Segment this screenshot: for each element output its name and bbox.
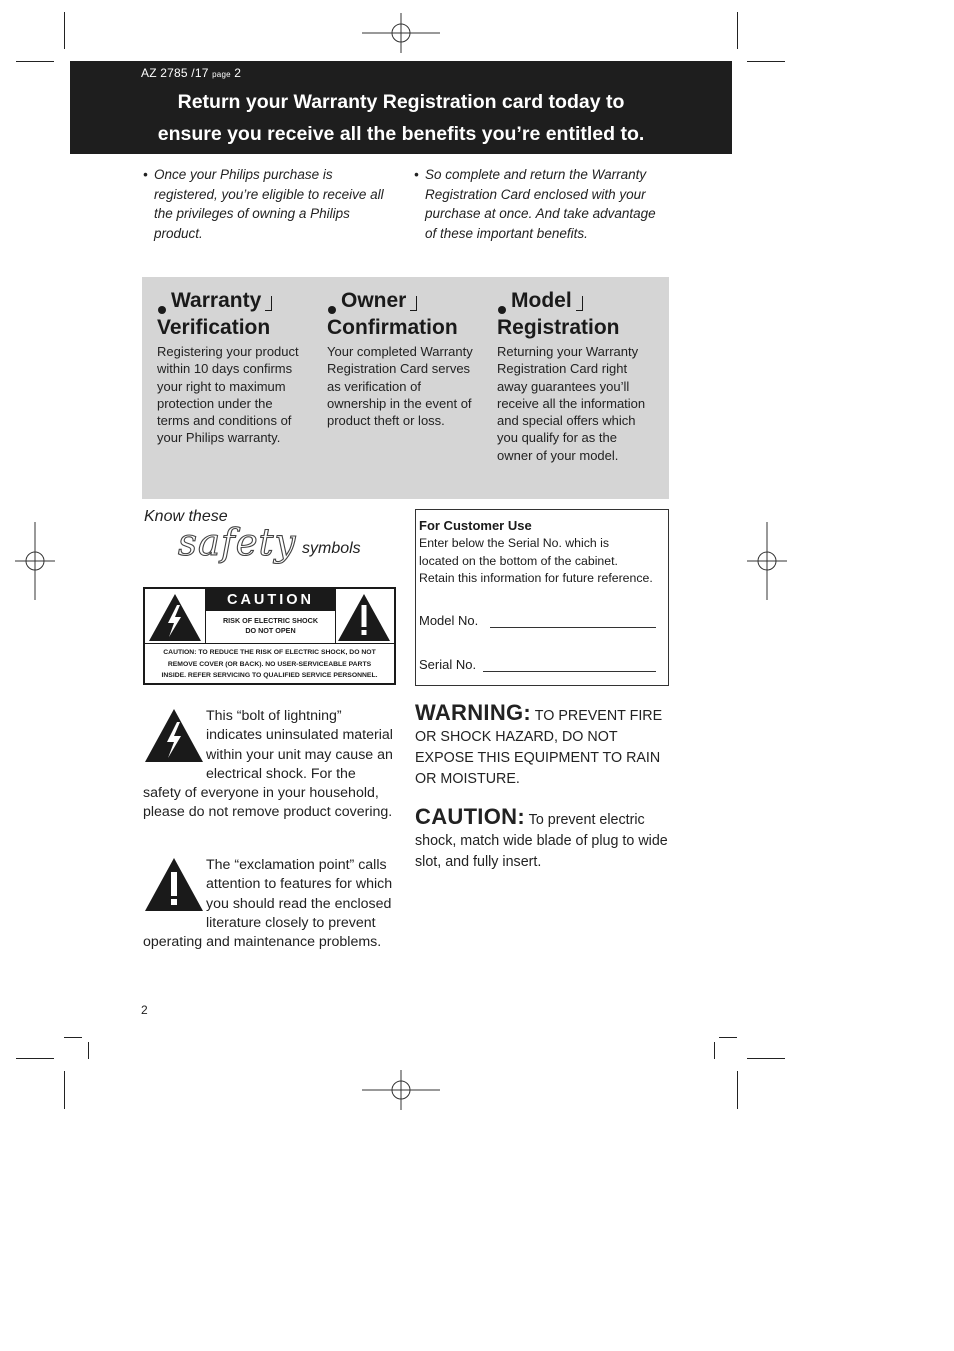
intro-right-line: So complete and return the Warranty — [425, 167, 647, 182]
bullet: • — [143, 167, 148, 182]
benefit-line: Registration Card serves — [327, 361, 471, 377]
customer-use-box — [415, 509, 669, 686]
header-meta — [141, 66, 241, 80]
benefit-warranty-verification — [157, 287, 317, 447]
caution-heading: CAUTION — [206, 589, 335, 611]
warning-note — [415, 702, 675, 790]
benefit-title-line: Owner — [341, 289, 407, 312]
bullet: • — [414, 167, 419, 182]
benefit-title — [327, 287, 487, 341]
customer-use-line: Retain this information for future reference. — [419, 571, 653, 585]
customer-use-line: Enter below the Serial No. which is — [419, 536, 610, 550]
benefit-line: Registration Card right — [497, 361, 628, 377]
exclamation-explanation-text: The “exclamation point” calls attention to features for which you should read the enclosed literature closely to prevent operating and maintenance problems. — [143, 857, 393, 951]
header-page-number: 2 — [234, 66, 242, 80]
intro-right-line: of these important benefits. — [425, 225, 588, 241]
safety-word: safety — [178, 521, 297, 564]
benefit-text — [497, 343, 657, 464]
caution-text-line: INSIDE. REFER SERVICING TO QUALIFIED SERVICE PERSONNEL. — [161, 672, 378, 680]
caution-label-text — [145, 643, 394, 683]
intro-right — [414, 165, 675, 243]
benefit-model-registration — [497, 287, 657, 464]
caution-label-center — [205, 589, 336, 643]
caution-sub-line: DO NOT OPEN — [245, 626, 296, 635]
exclamation-explanation — [143, 856, 395, 952]
lightning-triangle-icon — [143, 707, 206, 765]
benefit-title — [157, 287, 317, 341]
warning-label: WARNING: — [415, 700, 532, 725]
model-no-field[interactable] — [490, 627, 656, 628]
benefit-line: within 10 days confirms — [157, 361, 293, 377]
corner-tick-icon — [410, 296, 417, 311]
warning-text: TO PREVENT FIRE OR SHOCK HAZARD, DO NOT EXPOSE THIS EQUIPMENT TO RAIN OR MOISTURE. — [415, 708, 663, 787]
page-label: page — [212, 70, 231, 79]
lightning-explanation-text: This “bolt of lightning” indicates uninsulated material within your unit may cause an electrical shock. For the safety of everyone in your household, please do not remove product covering. — [143, 708, 393, 821]
caution-text-line: CAUTION: TO REDUCE THE RISK OF ELECTRIC SHOCK, DO NOT — [163, 649, 376, 656]
benefit-line: protection under the — [157, 395, 273, 411]
know-these-label: Know these — [144, 508, 228, 525]
intro-left — [143, 165, 394, 243]
caution-note-text: To prevent electric shock, match wide blade of plug to wide slot, and fully insert. — [415, 812, 668, 870]
benefit-line: Your completed Warranty — [327, 344, 473, 359]
caution-sub-line: RISK OF ELECTRIC SHOCK — [222, 616, 319, 625]
intro-left-line: registered, you’re eligible to receive all — [154, 186, 384, 202]
customer-use-title: For Customer Use — [419, 518, 532, 533]
registration-mark-icon — [362, 1070, 440, 1110]
caution-note-label: CAUTION: — [415, 804, 525, 829]
benefit-line: you qualify for as the — [497, 430, 617, 446]
title-line-1: Return your Warranty Registration card today to — [177, 91, 625, 113]
lightning-explanation — [143, 707, 395, 823]
caution-text-line: REMOVE COVER (OR BACK). NO USER-SERVICEABLE PARTS — [167, 660, 372, 668]
benefit-line: terms and conditions of — [157, 413, 292, 429]
benefit-line: Returning your Warranty — [497, 344, 639, 359]
benefit-line: receive all the information — [497, 395, 646, 411]
intro-right-line: purchase at once. And take advantage — [425, 206, 656, 221]
benefit-line: as verification of — [327, 378, 421, 394]
benefit-text — [327, 343, 487, 429]
registration-mark-icon — [362, 13, 440, 53]
corner-tick-icon — [265, 296, 272, 311]
benefit-title — [497, 287, 657, 341]
benefit-title-line: Registration — [497, 316, 620, 339]
caution-label — [143, 587, 396, 685]
customer-use-line: located on the bottom of the cabinet. — [419, 553, 618, 568]
model-no-label: Model No. — [419, 613, 479, 628]
registration-mark-icon — [15, 522, 55, 600]
benefit-owner-confirmation — [327, 287, 487, 429]
caution-sub — [206, 616, 335, 636]
benefit-line: owner of your model. — [497, 447, 619, 463]
benefit-title-line: Verification — [157, 316, 271, 339]
intro-left-line: product. — [154, 225, 203, 241]
corner-tick-icon — [576, 296, 583, 311]
benefit-text — [157, 343, 317, 447]
intro-right-line: Registration Card enclosed with your — [425, 186, 646, 202]
benefit-line: away guarantees you’ll — [497, 378, 630, 394]
serial-no-label: Serial No. — [419, 657, 477, 672]
benefit-line: product theft or loss. — [327, 413, 445, 429]
intro-left-line: the privileges of owning a Philips — [154, 206, 350, 221]
page-title — [70, 86, 732, 150]
registration-mark-icon — [747, 522, 787, 600]
benefit-line: your Philips warranty. — [157, 430, 281, 446]
title-line-2: ensure you receive all the benefits you’re entitled to. — [157, 123, 645, 145]
symbols-label: symbols — [302, 540, 361, 557]
caution-note — [415, 806, 675, 873]
benefit-title-line: Confirmation — [327, 316, 458, 339]
page-number: 2 — [141, 1003, 148, 1017]
benefit-title-line: Warranty — [171, 289, 262, 312]
exclamation-triangle-icon — [143, 856, 206, 914]
benefit-title-line: Model — [511, 289, 572, 312]
benefit-line: ownership in the event of — [327, 395, 472, 411]
benefit-line: your right to maximum — [157, 378, 286, 394]
exclamation-triangle-icon — [336, 591, 392, 643]
intro-left-line: Once your Philips purchase is — [154, 167, 333, 182]
customer-use-description — [419, 535, 667, 588]
lightning-triangle-icon — [147, 591, 203, 643]
model-code: AZ 2785 /17 — [141, 66, 209, 80]
serial-no-field[interactable] — [483, 671, 656, 672]
benefit-line: Registering your product — [157, 344, 299, 359]
benefit-line: and special offers which — [497, 413, 636, 429]
